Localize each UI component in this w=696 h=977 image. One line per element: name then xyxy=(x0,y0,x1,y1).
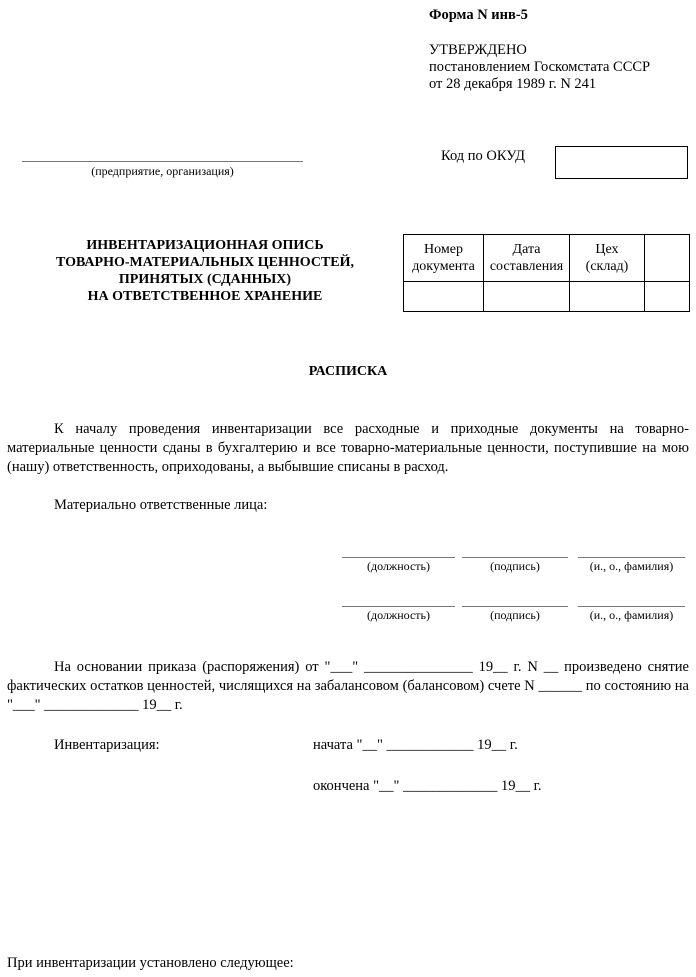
workshop-cell[interactable] xyxy=(570,282,645,312)
approved-date: от 28 декабря 1989 г. N 241 xyxy=(429,76,597,92)
order-paragraph: На основании приказа (распоряжения) от "___" _______________ 19__ г. N __ произведено снятие фактических остатков ценностей, числящихся на забалансовом (балансовом) счете N ______ по состоянию на "___" _____________ 19__ г. xyxy=(7,659,689,713)
inventory-label: Инвентаризация: xyxy=(54,737,160,753)
name-field[interactable] xyxy=(578,606,685,607)
header-document-number xyxy=(404,235,484,282)
title-line: НА ОТВЕТСТВЕННОЕ ХРАНЕНИЕ xyxy=(87,289,323,304)
header-workshop xyxy=(570,235,645,282)
okud-code-field[interactable] xyxy=(555,146,688,179)
approved-by: постановлением Госкомстата СССР xyxy=(429,59,651,75)
header-text: Цех xyxy=(595,242,619,257)
header-text: Дата xyxy=(512,242,541,257)
organization-field[interactable] xyxy=(22,161,303,162)
receipt-paragraph: К началу проведения инвентаризации все расходные и приходные документы на товарно-материальные ценности сданы в бухгалтерию и все товарно-материальные ценности, поступившие на мою (нашу) ответственность, оприходованы, а выбывшие списаны в расход. xyxy=(7,421,689,475)
document-info-table xyxy=(403,234,690,312)
position-caption: (должность) xyxy=(367,608,430,622)
signature-field[interactable] xyxy=(462,557,568,558)
okud-label: Код по ОКУД xyxy=(441,148,525,164)
title-line: ИНВЕНТАРИЗАЦИОННАЯ ОПИСЬ xyxy=(86,238,324,253)
header-text: составления xyxy=(489,259,564,274)
header-text: (склад) xyxy=(585,259,629,274)
form-number: Форма N инв-5 xyxy=(429,7,528,23)
document-number-cell[interactable] xyxy=(404,282,484,312)
position-caption: (должность) xyxy=(367,559,430,573)
document-title xyxy=(20,237,390,305)
inventory-finished: окончена "__" _____________ 19__ г. xyxy=(313,778,542,794)
signature-caption: (подпись) xyxy=(490,559,540,573)
name-field[interactable] xyxy=(578,557,685,558)
table-value-row xyxy=(404,282,690,312)
receipt-title: РАСПИСКА xyxy=(308,364,388,379)
title-line: ПРИНЯТЫХ (СДАННЫХ) xyxy=(118,272,292,287)
title-line: ТОВАРНО-МАТЕРИАЛЬНЫХ ЦЕННОСТЕЙ, xyxy=(55,255,355,270)
name-caption: (и., о., фамилия) xyxy=(589,559,674,573)
responsible-persons-label: Материально ответственные лица: xyxy=(54,497,268,513)
approved-label: УТВЕРЖДЕНО xyxy=(429,42,527,58)
compile-date-cell[interactable] xyxy=(484,282,570,312)
header-extra xyxy=(645,235,690,282)
signature-caption: (подпись) xyxy=(490,608,540,622)
header-text: документа xyxy=(412,259,475,274)
table-header-row xyxy=(404,235,690,282)
signature-field[interactable] xyxy=(462,606,568,607)
header-text: Номер xyxy=(424,242,463,257)
inventory-started: начата "__" ____________ 19__ г. xyxy=(313,737,518,753)
position-field[interactable] xyxy=(342,557,455,558)
findings-label: При инвентаризации установлено следующее: xyxy=(7,955,294,971)
position-field[interactable] xyxy=(342,606,455,607)
approval-block xyxy=(429,42,650,93)
name-caption: (и., о., фамилия) xyxy=(589,608,674,622)
extra-cell[interactable] xyxy=(645,282,690,312)
organization-caption: (предприятие, организация) xyxy=(91,164,234,178)
header-compile-date xyxy=(484,235,570,282)
